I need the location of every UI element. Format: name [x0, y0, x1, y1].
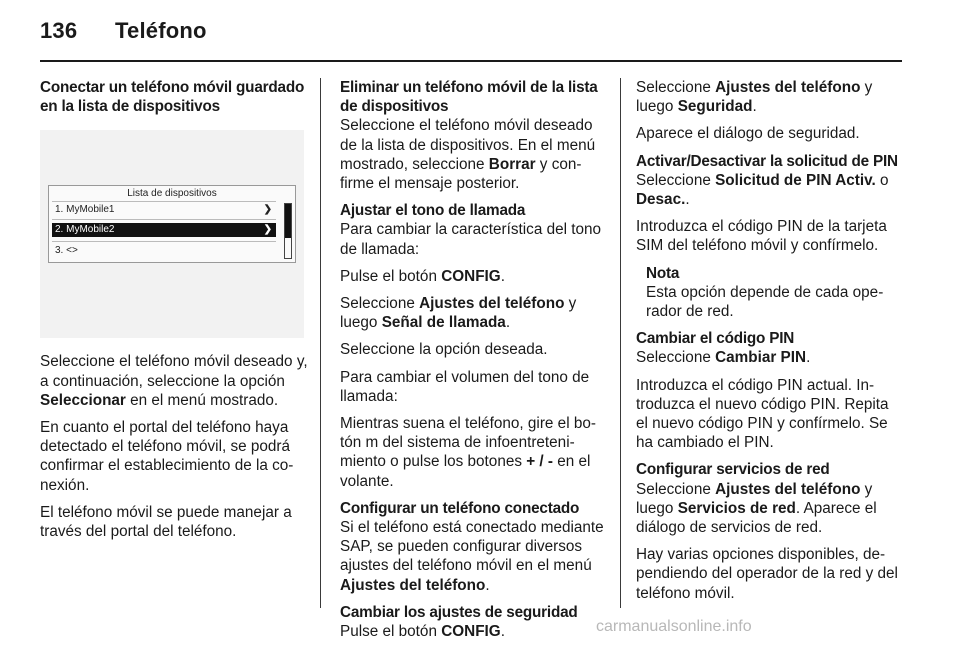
scrollbar[interactable]	[284, 203, 292, 259]
knob-icon: m	[365, 434, 379, 452]
device-list-title: Lista de dispositivos	[127, 188, 217, 200]
device-list-item[interactable]	[52, 244, 276, 258]
note-text: Esta opción depende de cada operador de red.	[646, 283, 884, 321]
section-heading: Cambiar el código PIN	[636, 330, 795, 348]
page-number: 136	[40, 18, 78, 43]
section-heading: Cambiar los ajustes de seguridad	[340, 603, 578, 621]
section-heading: Ajustar el tono de llamada	[340, 202, 526, 220]
device-list-item[interactable]	[52, 203, 276, 217]
section-heading: Eliminar un teléfono móvil de la lista de dispositivos	[340, 79, 598, 116]
column-divider	[620, 78, 621, 608]
paragraph: Para cambiar la característica del tono de llamada:	[340, 221, 602, 258]
section-heading: Activar/Desactivar la solicitud de PIN	[636, 152, 898, 170]
paragraph: Seleccione Solicitud de PIN Activ. o Desac..	[636, 171, 889, 209]
page-title: Teléfono	[115, 18, 207, 43]
paragraph: Pulse el botón CONFIG.	[340, 267, 505, 285]
paragraph: Seleccione Cambiar PIN.	[636, 349, 811, 367]
divider	[52, 241, 276, 242]
column-2	[340, 78, 604, 649]
paragraph: Si el teléfono está conectado mediante SAP, se pueden configurar diversos ajustes del teléfono móvil en el menú Ajustes del teléfono.	[340, 519, 604, 594]
device-label: 2. MyMobile2	[55, 224, 115, 236]
paragraph: En cuanto el portal del teléfono haya detectado el teléfono móvil, se podrá confirmar el establecimiento de la conexión.	[40, 419, 294, 494]
column-1	[40, 78, 308, 549]
section-heading: Configurar un teléfono conectado	[340, 499, 580, 517]
chevron-right-icon: ❯	[263, 204, 272, 216]
paragraph: Mientras suena el teléfono, gire el botón m del sistema de infoentretenimiento o pulse los botones + / - en el volante.	[340, 415, 596, 490]
paragraph: Seleccione el teléfono móvil deseado de la lista de dispositivos. En el menú mostrado, seleccione Borrar y confirme el mensaje posterior.	[340, 117, 596, 193]
note-box	[646, 264, 904, 322]
paragraph: Seleccione Ajustes del teléfono y luego Seguridad.	[636, 79, 873, 116]
paragraph: El teléfono móvil se puede manejar a través del portal del teléfono.	[40, 503, 292, 541]
paragraph: Para cambiar el volumen del tono de llamada:	[340, 368, 590, 405]
device-list-figure	[40, 130, 304, 338]
paragraph: Hay varias opciones disponibles, dependiendo del operador de la red y del teléfono móvil.	[636, 546, 898, 602]
divider	[52, 201, 276, 202]
paragraph: Aparece el diálogo de seguridad.	[636, 125, 860, 143]
paragraph: Seleccione la opción deseada.	[340, 341, 548, 359]
chevron-right-icon: ❯	[263, 224, 272, 236]
paragraph: Introduzca el código PIN de la tarjeta SIM del teléfono móvil y confírmelo.	[636, 218, 887, 255]
device-label: 3. <>	[55, 245, 78, 257]
watermark: carmanualsonline.info	[596, 618, 752, 635]
paragraph: Seleccione Ajustes del teléfono y luego Señal de llamada.	[340, 295, 577, 332]
device-label: 1. MyMobile1	[55, 204, 115, 216]
paragraph: Seleccione Ajustes del teléfono y luego Servicios de red. Aparece el diálogo de servicios de red.	[636, 480, 877, 537]
note-title: Nota	[646, 264, 680, 282]
paragraph: Pulse el botón CONFIG.	[340, 623, 505, 641]
column-divider	[320, 78, 321, 608]
divider	[52, 219, 276, 220]
header-rule	[40, 60, 902, 62]
paragraph: Introduzca el código PIN actual. Introduzca el nuevo código PIN. Repita el nuevo código PIN y confírmelo. Se ha cambiado el PIN.	[636, 376, 889, 452]
paragraph: Seleccione el teléfono móvil deseado y, a continuación, seleccione la opción Seleccionar en el menú mostrado.	[40, 353, 308, 409]
section-heading: Conectar un teléfono móvil guardado en la lista de dispositivos	[40, 79, 305, 116]
column-3	[636, 78, 904, 611]
scrollbar-thumb[interactable]	[285, 204, 291, 238]
section-heading: Configurar servicios de red	[636, 461, 830, 479]
device-list-screen	[48, 185, 296, 263]
device-list-item-selected[interactable]	[52, 223, 276, 237]
